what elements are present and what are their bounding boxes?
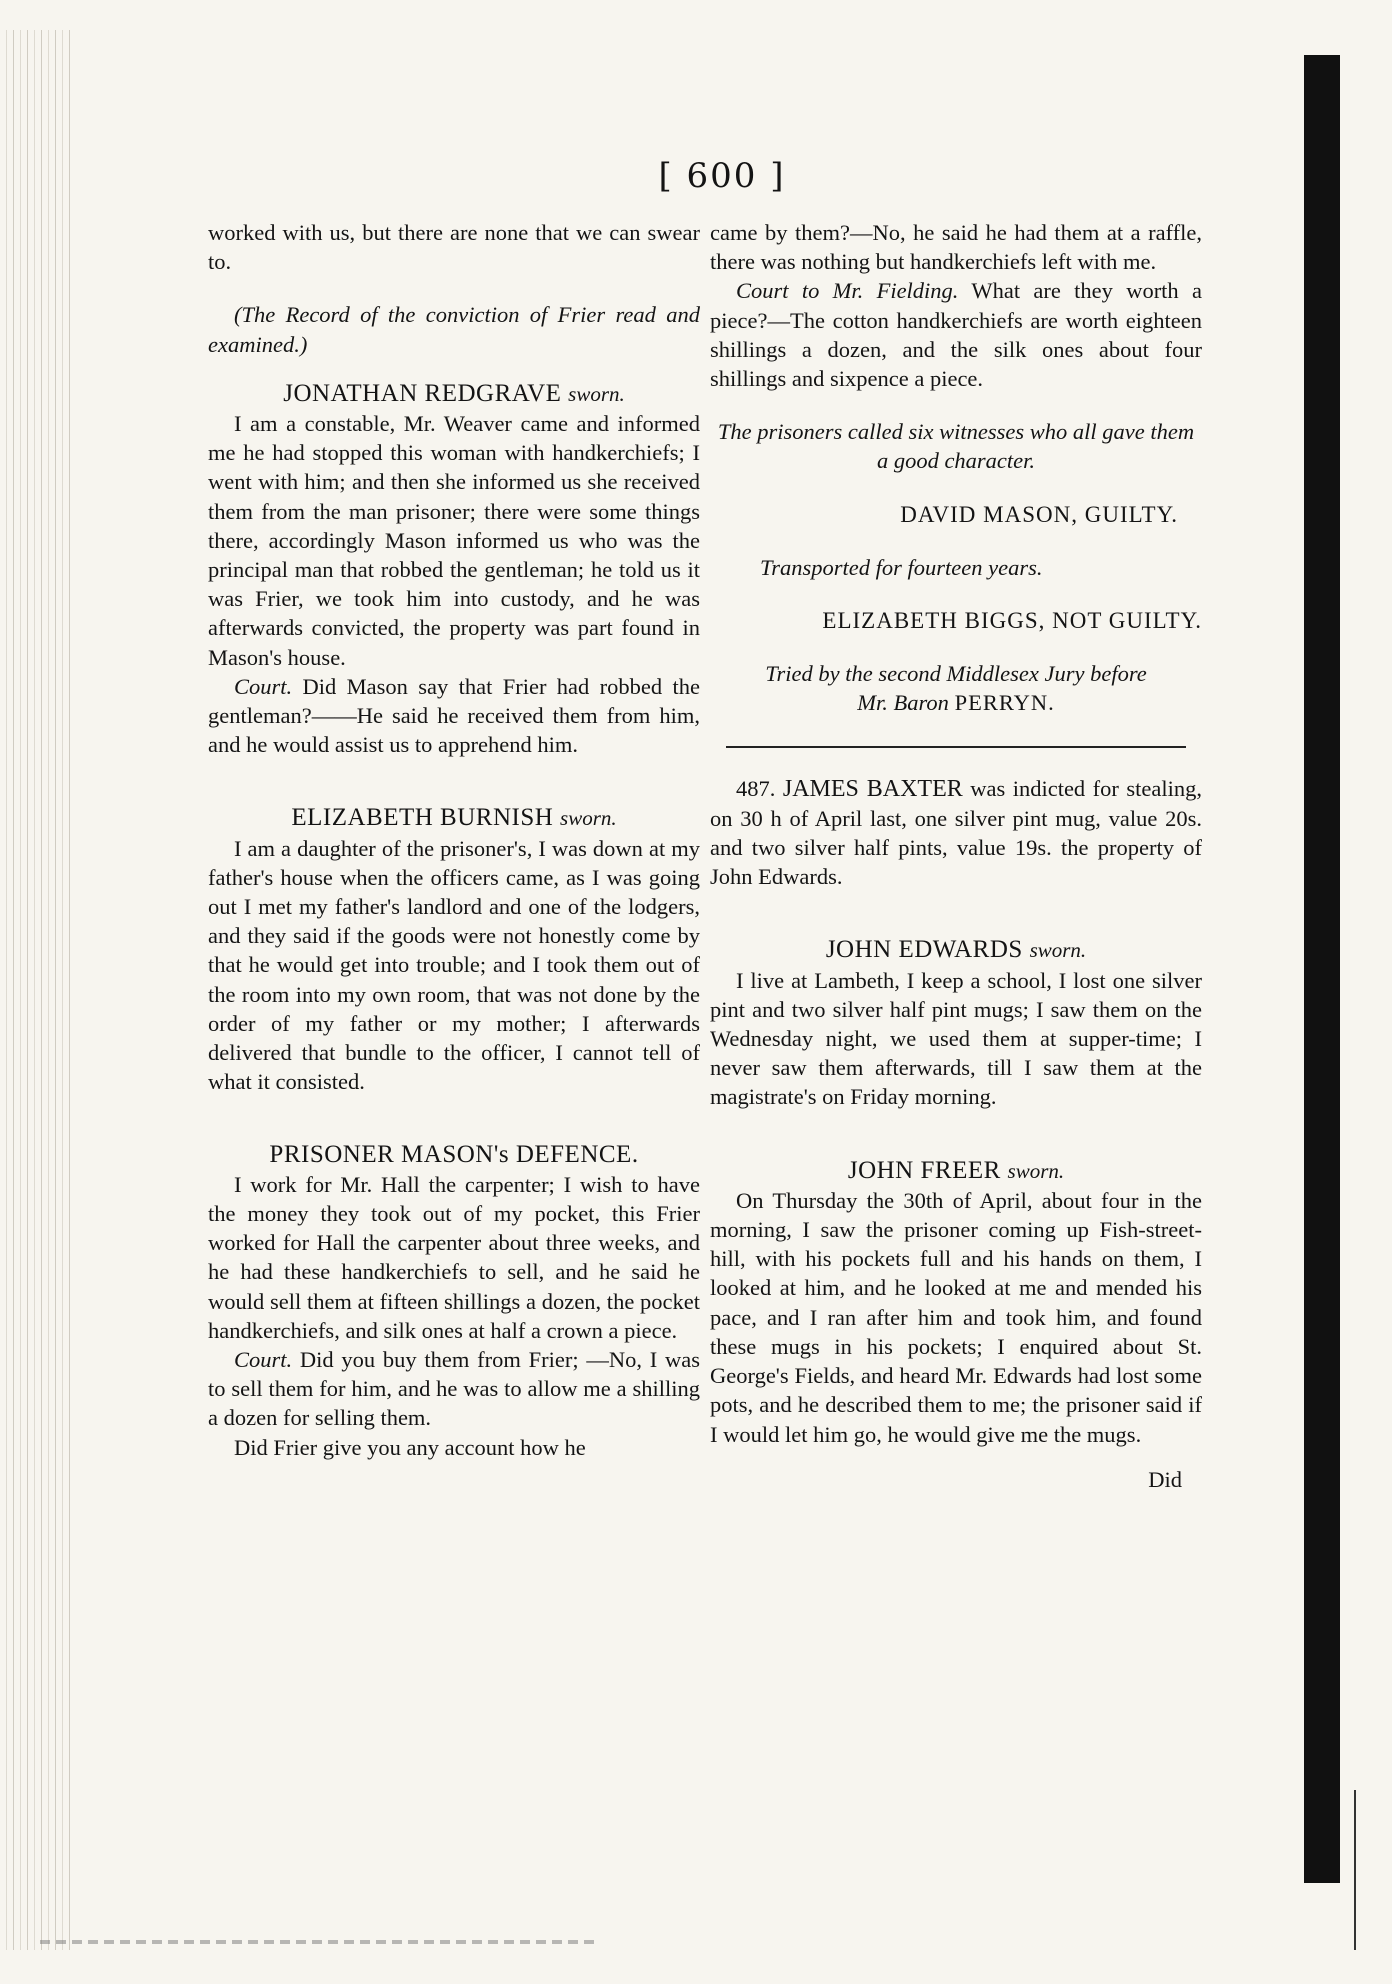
sworn-label: sworn. [1029, 938, 1087, 963]
binding-edge [0, 30, 72, 1950]
sworn-label: sworn. [1007, 1158, 1065, 1183]
defence-heading: PRISONER MASON's DEFENCE. [269, 1141, 639, 1169]
right-column [710, 218, 1202, 1494]
bottom-smudge [40, 1940, 600, 1944]
judge-title: Mr. Baron [857, 690, 955, 716]
verdict: ELIZABETH BIGGS, NOT GUILTY. [822, 608, 1202, 634]
testimony: I am a constable, Mr. Weaver came and informed me he had stopped this woman with handkerchiefs; I went with him; and then she informed us she received them from the man prisoner; there were some things there, accordingly Mason informed us who was the principal man that robbed the gentleman; he told us it was Frier, we took him into custody, and he was afterwards convicted, the property was part found in Mason's house. [208, 411, 700, 670]
witnesses-note: The prisoners called six witnesses who all gave them a good character. [717, 419, 1195, 474]
witness-heading [208, 379, 700, 409]
court-question [208, 672, 700, 760]
question-text: What are they worth a piece?—The cotton handkerchiefs are worth eighteen shillings a dozen, and the silk ones about four shillings and sixpence a piece. [710, 278, 1202, 392]
jury-note: Tried by the second Middlesex Jury before [765, 661, 1147, 687]
jury-judge [710, 688, 1202, 717]
indictment [710, 774, 1202, 892]
witness-name: JOHN FREER [847, 1156, 1001, 1184]
sworn-label: sworn. [568, 381, 625, 406]
question-text: Did Mason say that Frier had robbed the gentleman?——He said he received them from him, and he would assist us to apprehend him. [208, 673, 700, 758]
verdict: DAVID MASON, GUILTY. [900, 501, 1178, 527]
sworn-label: sworn. [560, 806, 617, 831]
witness-name: JOHN EDWARDS [825, 936, 1023, 964]
witness-heading [710, 1156, 1202, 1186]
page-edge-shadow [1304, 55, 1340, 1883]
paragraph: worked with us, but there are none that we can swear to. [208, 220, 700, 275]
page-number: [ 600 ] [658, 156, 786, 196]
record-note: (The Record of the conviction of Frier read and examined.) [208, 302, 700, 357]
catchword: Did [1148, 1466, 1182, 1492]
defence-text: I work for Mr. Hall the carpenter; I wish to have the money they took out of my pocket, this Frier worked for Hall the carpenter about three weeks, and he had these handkerchiefs to sell, and he said he would sell them at fifteen shillings a dozen, the pocket handkerchiefs, and silk ones at half a crown a piece. [208, 1171, 700, 1343]
paragraph: Did Frier give you any account how he [234, 1434, 586, 1460]
sentence: Transported for fourteen years. [760, 554, 1043, 580]
speaker-label: Court. [234, 673, 293, 699]
edge-mark [1354, 1790, 1356, 1950]
witness-name: ELIZABETH BURNISH [291, 804, 554, 832]
speaker-label: Court to Mr. Fielding. [736, 278, 959, 304]
court-question [710, 276, 1202, 393]
section-rule [726, 746, 1186, 748]
indictment-text: was indicted for stealing, on 30 h of April last, one silver pint mug, value 20s. and two silver half pints, value 19s. the property of John Edwards. [710, 775, 1202, 890]
defendant-name: JAMES BAXTER [782, 775, 963, 802]
judge-name: PERRYN. [954, 690, 1055, 716]
case-number: 487. [736, 775, 776, 801]
paragraph: came by them?—No, he said he had them at a raffle, there was nothing but handkerchiefs left with me. [710, 220, 1202, 275]
witness-name: JONATHAN REDGRAVE [283, 379, 562, 407]
question-text: Did you buy them from Frier; —No, I was to sell them for him, and he was to allow me a shilling a dozen for selling them. [208, 1346, 700, 1431]
court-question [208, 1345, 700, 1433]
witness-heading [208, 803, 700, 833]
testimony: I am a daughter of the prisoner's, I was down at my father's house when the officers came, as I was going out I met my father's landlord and one of the lodgers, and they said if the goods were not honestly come by that he would get into trouble; and I took them out of the room into my own room, that was not done by the order of my father or my mother; I afterwards delivered that bundle to the officer, I cannot tell of what it consisted. [208, 835, 700, 1095]
speaker-label: Court. [234, 1346, 293, 1372]
testimony: I live at Lambeth, I keep a school, I lost one silver pint and two silver half pint mugs; I saw them on the Wednesday night, we used them at supper-time; I never saw them afterwards, till I saw them at the magistrate's on Friday morning. [710, 967, 1202, 1110]
testimony: On Thursday the 30th of April, about four in the morning, I saw the prisoner coming up Fish-street-hill, with his pockets full and his hands on them, I looked at him, and he looked at me and mended his pace, and I ran after him and took him, and found these mugs in his pockets; I enquired about St. George's Fields, and heard Mr. Edwards had lost some pots, and he described them to me; the prisoner said if I would let him go, he would give me the mugs. [710, 1187, 1202, 1447]
left-column [208, 218, 700, 1462]
witness-heading [710, 935, 1202, 965]
